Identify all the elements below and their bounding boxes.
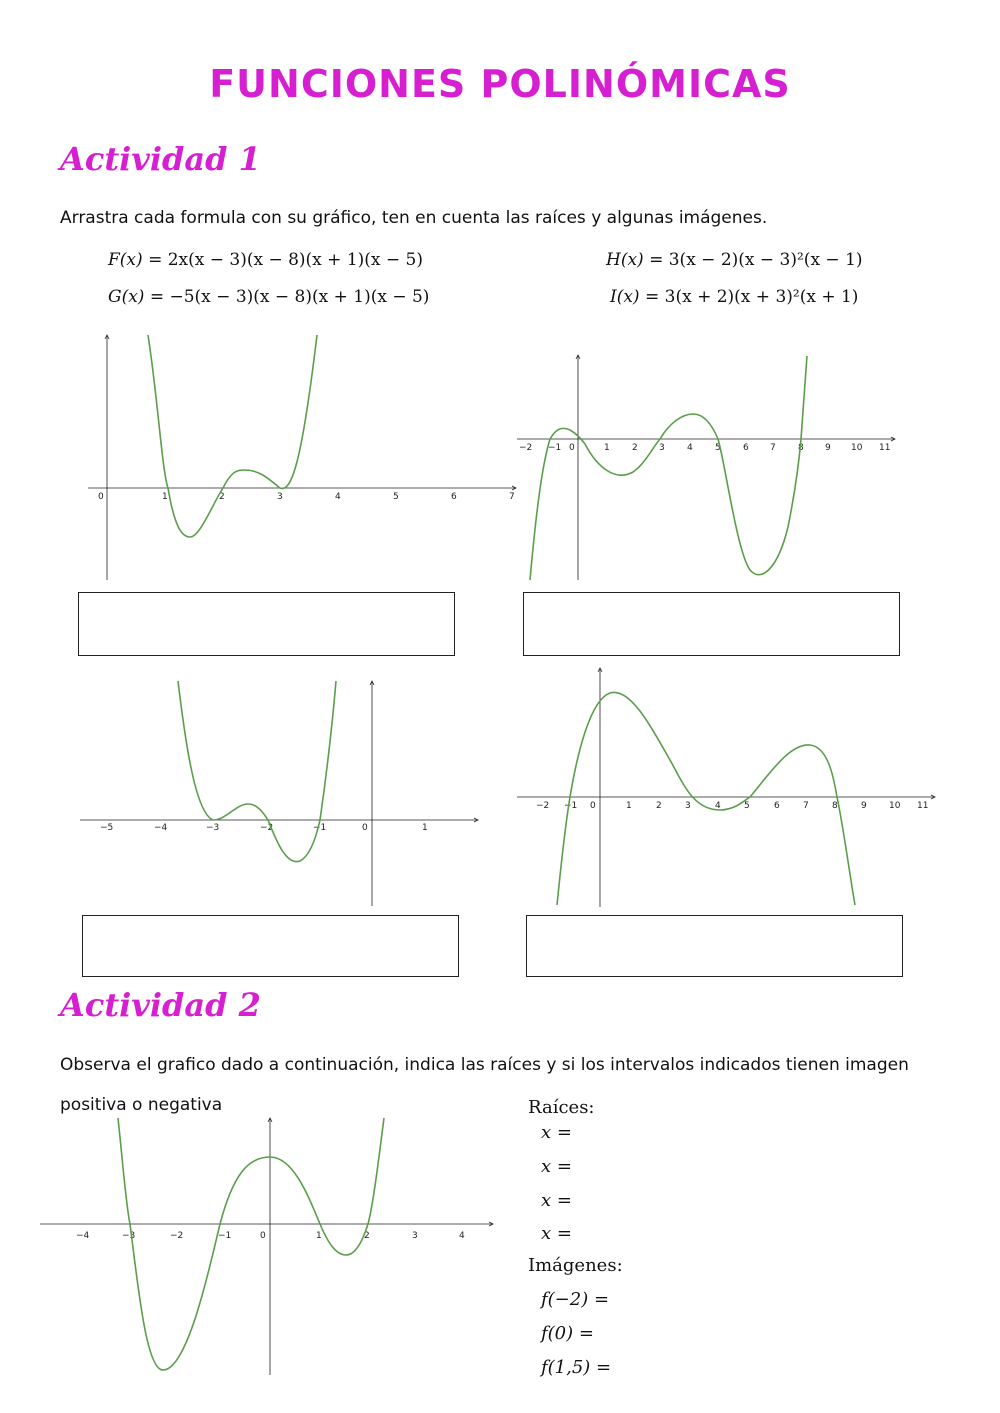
graph-actividad-2-curve [118,1118,384,1370]
graph-2-ticks [519,443,890,453]
tick-label: 11 [917,801,929,811]
tick-label: 6 [451,492,457,502]
tick-label: 6 [774,801,780,811]
answer-box-graph-2[interactable] [523,592,900,656]
graph-4-curve [557,692,855,905]
raiz-row-3[interactable]: x = [541,1190,572,1211]
actividad-2-instruction-line-1: Observa el grafico dado a continuación, indica las raíces y si los intervalos indicados tienen imagen [60,1055,909,1075]
tick-label: 9 [825,443,831,453]
tick-label: 7 [509,492,515,502]
raices-label: Raíces: [528,1097,595,1118]
tick-label: 10 [851,443,863,453]
tick-label: 8 [832,801,838,811]
tick-label: 2 [364,1231,370,1241]
raiz-row-4[interactable]: x = [541,1223,572,1244]
tick-label: 7 [770,443,776,453]
graph-4-ticks [536,801,928,811]
raiz-row-2[interactable]: x = [541,1156,572,1177]
graph-3 [78,678,483,908]
page-title: FUNCIONES POLINÓMICAS [209,62,791,106]
tick-label: 3 [412,1231,418,1241]
tick-label: 3 [277,492,283,502]
tick-label: −4 [154,823,168,833]
tick-label: 8 [798,443,804,453]
tick-label: 1 [604,443,610,453]
raiz-row-1[interactable]: x = [541,1122,572,1143]
answer-box-graph-1[interactable] [78,592,455,656]
formula-h[interactable]: H(x) = 3(x − 2)(x − 3)²(x − 1) [606,250,863,270]
tick-label: 0 [569,443,575,453]
actividad-2-heading: Actividad 2 [60,986,261,1024]
tick-label: 11 [879,443,891,453]
tick-label: −2 [519,443,533,453]
graph-2-curve [530,356,807,580]
tick-label: −2 [536,801,550,811]
tick-label: 5 [393,492,399,502]
tick-label: 0 [362,823,368,833]
tick-label: −5 [100,823,114,833]
tick-label: 4 [335,492,341,502]
tick-label: 6 [743,443,749,453]
tick-label: 5 [744,801,750,811]
tick-label: 0 [98,492,104,502]
tick-label: 2 [219,492,225,502]
graph-3-curve [178,681,336,862]
tick-label: 5 [715,443,721,453]
tick-label: 2 [632,443,638,453]
tick-label: 4 [715,801,721,811]
tick-label: 10 [889,801,901,811]
graph-1 [80,330,520,585]
tick-label: −1 [548,443,562,453]
actividad-1-instruction: Arrastra cada formula con su gráfico, ten en cuenta las raíces y algunas imágenes. [60,208,768,228]
tick-label: 3 [685,801,691,811]
graph-actividad-2 [38,1115,498,1377]
actividad-2-instruction-line-2: positiva o negativa [60,1095,223,1115]
tick-label: 1 [422,823,428,833]
tick-label: 1 [316,1231,322,1241]
tick-label: −3 [122,1231,136,1241]
graph-1-ticks [98,492,515,502]
imagen-row-3[interactable]: f(1,5) = [541,1357,612,1378]
tick-label: −1 [218,1231,232,1241]
answer-box-graph-4[interactable] [526,915,903,977]
imagenes-label: Imágenes: [528,1255,623,1276]
tick-label: 3 [659,443,665,453]
actividad-1-heading: Actividad 1 [60,140,261,178]
tick-label: −2 [170,1231,184,1241]
tick-label: 7 [803,801,809,811]
graph-2 [515,352,900,582]
tick-label: 9 [861,801,867,811]
tick-label: 2 [656,801,662,811]
formula-i[interactable]: I(x) = 3(x + 2)(x + 3)²(x + 1) [610,287,859,307]
graph-3-ticks [100,823,428,833]
tick-label: 1 [162,492,168,502]
graph-1-curve [148,335,317,537]
graph-actividad-2-ticks [76,1231,465,1241]
tick-label: 0 [590,801,596,811]
tick-label: 0 [260,1231,266,1241]
tick-label: −3 [206,823,220,833]
imagen-row-2[interactable]: f(0) = [541,1323,594,1344]
tick-label: 4 [459,1231,465,1241]
tick-label: 4 [687,443,693,453]
tick-label: −2 [260,823,274,833]
answer-box-graph-3[interactable] [82,915,459,977]
graph-4 [515,665,940,910]
formula-f[interactable]: F(x) = 2x(x − 3)(x − 8)(x + 1)(x − 5) [108,250,423,270]
tick-label: −4 [76,1231,90,1241]
tick-label: 1 [626,801,632,811]
tick-label: −1 [564,801,578,811]
tick-label: −1 [313,823,327,833]
formula-g[interactable]: G(x) = −5(x − 3)(x − 8)(x + 1)(x − 5) [108,287,430,307]
imagen-row-1[interactable]: f(−2) = [541,1289,610,1310]
